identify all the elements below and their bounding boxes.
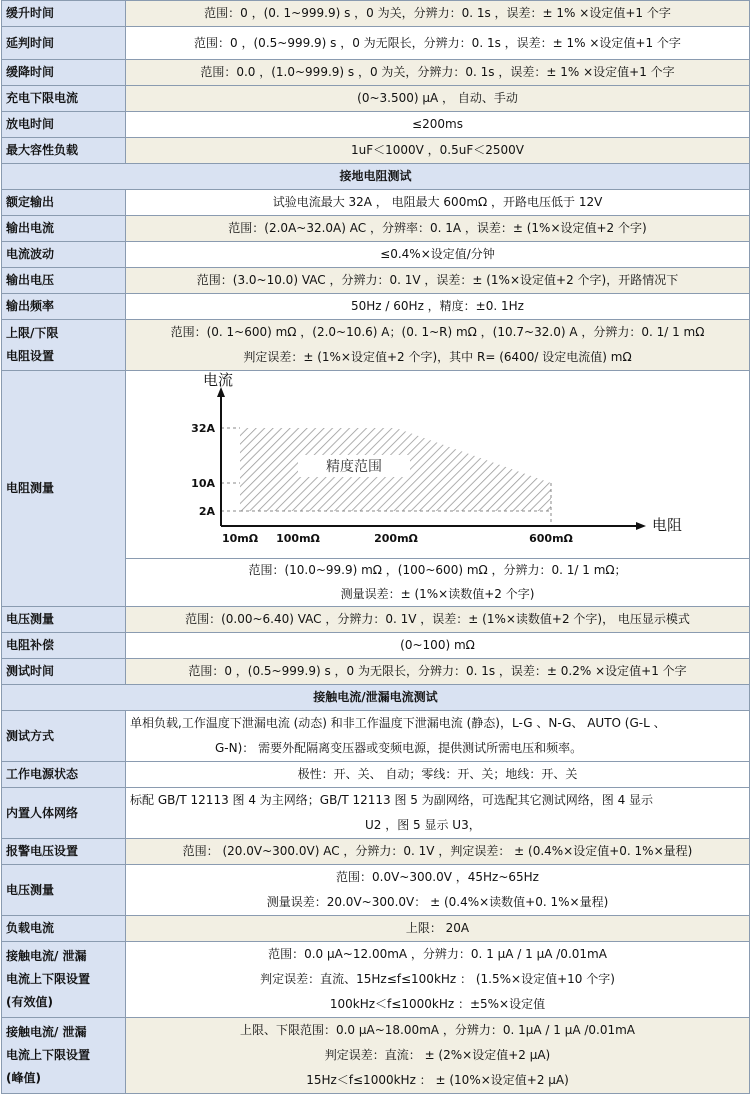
table-row: [2, 607, 750, 633]
row-value: 极性：开、关、 自动；零线：开、关；地线：开、关: [126, 762, 750, 788]
row-value: 范围： (20.0V~300.0V) AC ，分辨力：0. 1V ，判定误差： ± (0.4%×设定值+0. 1%×量程): [126, 839, 750, 865]
section-header-row: [2, 685, 750, 711]
x-axis-arrow: [636, 522, 646, 530]
value-line: 上限、下限范围：0.0 μA~18.00mA ，分辨力：0. 1μA / 1 μA /0.01mA: [239, 1023, 636, 1037]
table-row: [2, 865, 750, 916]
row-label: 内置人体网络: [2, 788, 126, 839]
row-value: 范围：0 ，(0.5~999.9) s ，0 为无限长，分辨力：0. 1s ，误差：± 1% ×设定值+1 个字: [126, 27, 750, 60]
x-tick-label: 100mΩ: [276, 532, 320, 545]
table-row: [2, 138, 750, 164]
chart-cell: [126, 371, 750, 559]
row-value: [126, 1018, 750, 1094]
table-row: [2, 60, 750, 86]
row-value: 50Hz / 60Hz ，精度：±0. 1Hz: [126, 294, 750, 320]
value-line: 标配 GB/T 12113 图 4 为主网络；GB/T 12113 图 5 为副网络，可选配其它测试网络，图 4 显示: [130, 793, 654, 807]
row-label: 测试方式: [2, 711, 126, 762]
row-label-line: (有效值): [6, 995, 53, 1009]
x-tick-label: 200mΩ: [374, 532, 418, 545]
row-value: (0~3.500) μA ， 自动、手动: [126, 86, 750, 112]
row-label-line: 电流上下限设置: [6, 972, 91, 986]
table-row: [2, 916, 750, 942]
row-label: 充电下限电流: [2, 86, 126, 112]
row-value: 范围：(10.0~99.9) mΩ ，(100~600) mΩ ，分辨力：0. 1/ 1 mΩ；: [126, 559, 750, 583]
row-label-line: (峰值): [6, 1071, 41, 1085]
table-row: [2, 190, 750, 216]
value-line: 15Hz＜f≤1000kHz ： ± (10%×设定值+2 μA): [306, 1073, 569, 1087]
table-row: [2, 27, 750, 60]
row-value: [126, 711, 750, 762]
row-label-line: 接触电流/ 泄漏: [6, 1025, 87, 1039]
row-label: [2, 942, 126, 1018]
row-value: 范围：0.0 ，(1.0~999.9) s ，0 为关，分辨力：0. 1s ，误差：± 1% ×设定值+1 个字: [126, 60, 750, 86]
value-line: 判定误差：直流： ± (2%×设定值+2 μA): [324, 1048, 551, 1062]
table-row: [2, 1, 750, 27]
row-label: [2, 320, 126, 371]
row-label: 放电时间: [2, 112, 126, 138]
value-line: U2 ，图 5 显示 U3，: [365, 818, 481, 832]
value-line: 范围：0.0 μA~12.00mA ，分辨力：0. 1 μA / 1 μA /0.01mA: [268, 947, 607, 961]
row-value: 测量误差：± (1%×读数值+2 个字): [126, 582, 750, 607]
row-label-line: 电流上下限设置: [6, 1048, 91, 1062]
row-label: 电流波动: [2, 242, 126, 268]
table-row: [2, 839, 750, 865]
value-line: 判定误差：直流、15Hz≤f≤100kHz ： (1.5%×设定值+10 个字): [260, 972, 615, 986]
row-label: 测试时间: [2, 659, 126, 685]
row-value: [126, 320, 750, 371]
row-label: 最大容性负载: [2, 138, 126, 164]
x-tick-label: 10mΩ: [221, 532, 259, 545]
row-label: 工作电源状态: [2, 762, 126, 788]
table-row: [2, 268, 750, 294]
spec-table: [1, 0, 750, 1094]
row-label: [2, 1018, 126, 1094]
row-label-line: 接触电流/ 泄漏: [6, 949, 87, 963]
value-line: 范围：(0. 1~600) mΩ ，(2.0~10.6) A；(0. 1~R) mΩ ，(10.7~32.0) A ，分辨力：0. 1/ 1 mΩ: [170, 325, 705, 339]
y-tick-label: 2A: [198, 505, 215, 518]
value-line: 范围：0.0V~300.0V ，45Hz~65Hz: [336, 870, 539, 884]
section-header-row: [2, 164, 750, 190]
table-row: [2, 371, 750, 559]
value-line: 100kHz＜f≤1000kHz ：±5%×设定值: [329, 997, 546, 1011]
table-row: [2, 242, 750, 268]
row-value: (0~100) mΩ: [126, 633, 750, 659]
table-row: [2, 711, 750, 762]
table-row: [2, 633, 750, 659]
table-row: [2, 86, 750, 112]
row-value: 范围：(2.0A~32.0A) AC ，分辨率：0. 1A ，误差：± (1%×设定值+2 个字): [126, 216, 750, 242]
table-row: [2, 216, 750, 242]
row-value: 范围：(3.0~10.0) VAC ，分辨力：0. 1V ，误差：± (1%×设定值+2 个字)，开路情况下: [126, 268, 750, 294]
row-value: ≤200ms: [126, 112, 750, 138]
row-value: 试验电流最大 32A ， 电阻最大 600mΩ ，开路电压低于 12V: [126, 190, 750, 216]
value-line: 测量误差：20.0V~300.0V： ± (0.4%×读数值+0. 1%×量程): [266, 895, 609, 909]
row-label: 输出电压: [2, 268, 126, 294]
value-line: G-N)： 需要外配隔离变压器或变频电源，提供测试所需电压和频率。: [215, 741, 583, 755]
x-tick-label: 600mΩ: [529, 532, 573, 545]
row-label: 缓降时间: [2, 60, 126, 86]
table-row: [2, 320, 750, 371]
row-value: 范围：(0.00~6.40) VAC ，分辨力：0. 1V ，误差：± (1%×读数值+2 个字)， 电压显示模式: [126, 607, 750, 633]
row-value: ≤0.4%×设定值/分钟: [126, 242, 750, 268]
row-label: 延判时间: [2, 27, 126, 60]
y-axis-label: 电流: [203, 371, 234, 389]
row-label: 输出频率: [2, 294, 126, 320]
table-row: [2, 659, 750, 685]
row-value: [126, 942, 750, 1018]
value-line: 判定误差：± (1%×设定值+2 个字)，其中 R= (6400/ 设定电流值) mΩ: [243, 350, 632, 364]
table-row: [2, 294, 750, 320]
x-axis-label: 电阻: [652, 516, 683, 534]
row-label: 电压测量: [2, 865, 126, 916]
row-label-line: 上限/下限: [6, 326, 59, 340]
table-row: [2, 942, 750, 1018]
row-label: 额定输出: [2, 190, 126, 216]
row-label: 缓升时间: [2, 1, 126, 27]
row-value: [126, 865, 750, 916]
row-label: 电阻补偿: [2, 633, 126, 659]
row-label-line: 电阻设置: [6, 349, 55, 363]
row-label: 电阻测量: [2, 371, 126, 607]
row-label: 报警电压设置: [2, 839, 126, 865]
precision-chart: [126, 371, 750, 549]
row-value: 范围：0 ，(0. 1~999.9) s ，0 为关，分辨力：0. 1s ，误差：± 1% ×设定值+1 个字: [126, 1, 750, 27]
row-value: [126, 788, 750, 839]
table-row: [2, 1018, 750, 1094]
section-title-ground: 接地电阻测试: [2, 164, 750, 190]
row-value: 上限： 20A: [126, 916, 750, 942]
y-tick-label: 32A: [191, 422, 215, 435]
row-label: 负载电流: [2, 916, 126, 942]
table-row: [2, 762, 750, 788]
row-label: 输出电流: [2, 216, 126, 242]
table-row: [2, 112, 750, 138]
table-row: [2, 788, 750, 839]
y-tick-label: 10A: [191, 477, 215, 490]
row-value: 1uF＜1000V ，0.5uF＜2500V: [126, 138, 750, 164]
value-line: 单相负载,工作温度下泄漏电流 (动态) 和非工作温度下泄漏电流 (静态)，L-G 、N-G、 AUTO (G-L 、: [130, 716, 666, 730]
row-value: 范围：0 ，(0.5~999.9) s ，0 为无限长，分辨力：0. 1s ，误差：± 0.2% ×设定值+1 个字: [126, 659, 750, 685]
region-label: 精度范围: [326, 459, 382, 475]
row-label: 电压测量: [2, 607, 126, 633]
section-title-leak: 接触电流/泄漏电流测试: [2, 685, 750, 711]
